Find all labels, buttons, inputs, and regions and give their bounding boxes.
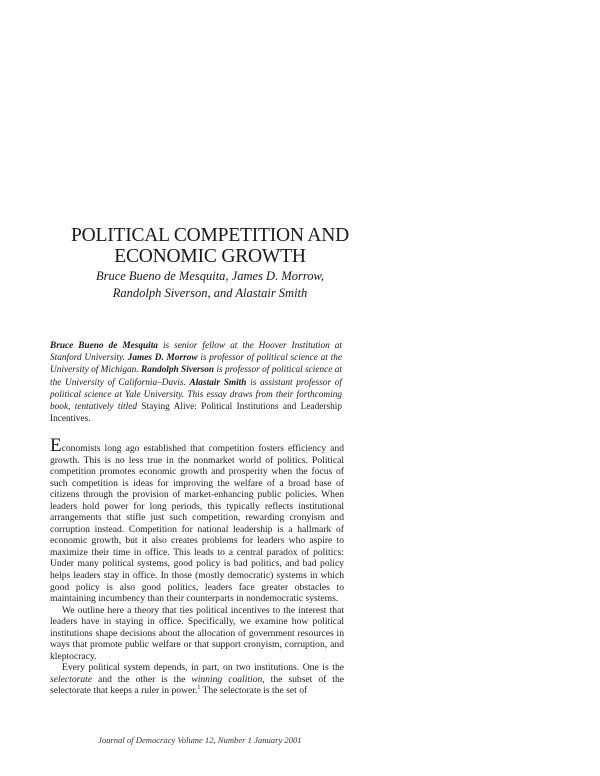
article-title-line-1: POLITICAL COMPETITION AND bbox=[70, 225, 350, 246]
footnote-marker[interactable]: 1 bbox=[197, 685, 201, 692]
author-bio-text-4: is assistant professor of political science at Yale University. This essay draws from their forthcoming book, tentatively titled bbox=[50, 377, 342, 413]
paragraph-1 bbox=[50, 435, 344, 605]
paragraph-2: We outline here a theory that ties political incentives to the interest that leaders have in staying in office. Specifically, we examine how political institutions shape decisions about the allocation of government resources in ways that promote public welfare or that support cronyism, corruption, and kleptocracy. bbox=[50, 604, 344, 662]
term-selectorate: selectorate bbox=[50, 673, 93, 685]
article-body bbox=[50, 435, 344, 697]
author-list-line-1: Bruce Bueno de Mesquita, James D. Morrow, bbox=[95, 269, 325, 283]
author-bio bbox=[50, 340, 342, 425]
author-name-1: Bruce Bueno de Mesquita bbox=[50, 341, 158, 351]
paragraph-3 bbox=[50, 662, 344, 697]
paragraph-1-text: conomists long ago established that competition fosters efficiency and growth. This is no less true in the nonmarket world of politics. Political competition promotes economic growth and prosperity when the focus of such competition is ideas for improving the welfare of a broad base of citizens through the provision of market-enhancing public policies. When leaders hold power for long periods, this typically reflects institutional arrangements that stifle just such competition, rewarding cronyism and corruption instead. Competition for national leadership is a hallmark of economic growth, but it also creates problems for leaders who aspire to maximize their time in office. This leads to a central paradox of politics: Under many political systems, good policy is bad politics, and bad policy helps leaders stay in office. In those (mostly democratic) systems in which good policy is also good politics, leaders face greater obstacles to maintaining incumbency than their counterparts in nondemocratic systems. bbox=[50, 443, 344, 605]
author-bio-text-1: is senior fellow at the Hoover Institution at Stanford University. bbox=[50, 341, 343, 364]
paragraph-3-text-c: , the subset of the selectorate that keeps a ruler in power. bbox=[50, 673, 344, 697]
paragraph-3-text-a: Every political system depends, in part, on two institutions. One is the bbox=[62, 662, 344, 674]
journal-footer: Journal of Democracy Volume 12, Number 1 January 2001 bbox=[98, 735, 302, 745]
book-title: Staying Alive: Political Institutions and Leadership Incentives. bbox=[50, 402, 342, 425]
paragraph-3-text-b: and the other is the bbox=[92, 673, 192, 685]
author-bio-text-3: is professor of political science at the University of California–Davis. bbox=[50, 365, 343, 388]
drop-cap: E bbox=[50, 435, 62, 456]
paragraph-3-text-d: The selectorate is the set of bbox=[200, 685, 308, 697]
author-name-4: Alastair Smith bbox=[189, 377, 247, 388]
author-name-2: James D. Morrow bbox=[127, 353, 198, 364]
author-bio-text-2: is professor of political science at the University of Michigan. bbox=[50, 353, 342, 376]
author-name-3: Randolph Siverson bbox=[140, 365, 215, 376]
article-title-line-2: ECONOMIC GROWTH bbox=[114, 246, 306, 267]
author-list-line-2: Randolph Siverson, and Alastair Smith bbox=[112, 286, 308, 300]
term-winning-coalition: winning coalition bbox=[191, 673, 263, 685]
